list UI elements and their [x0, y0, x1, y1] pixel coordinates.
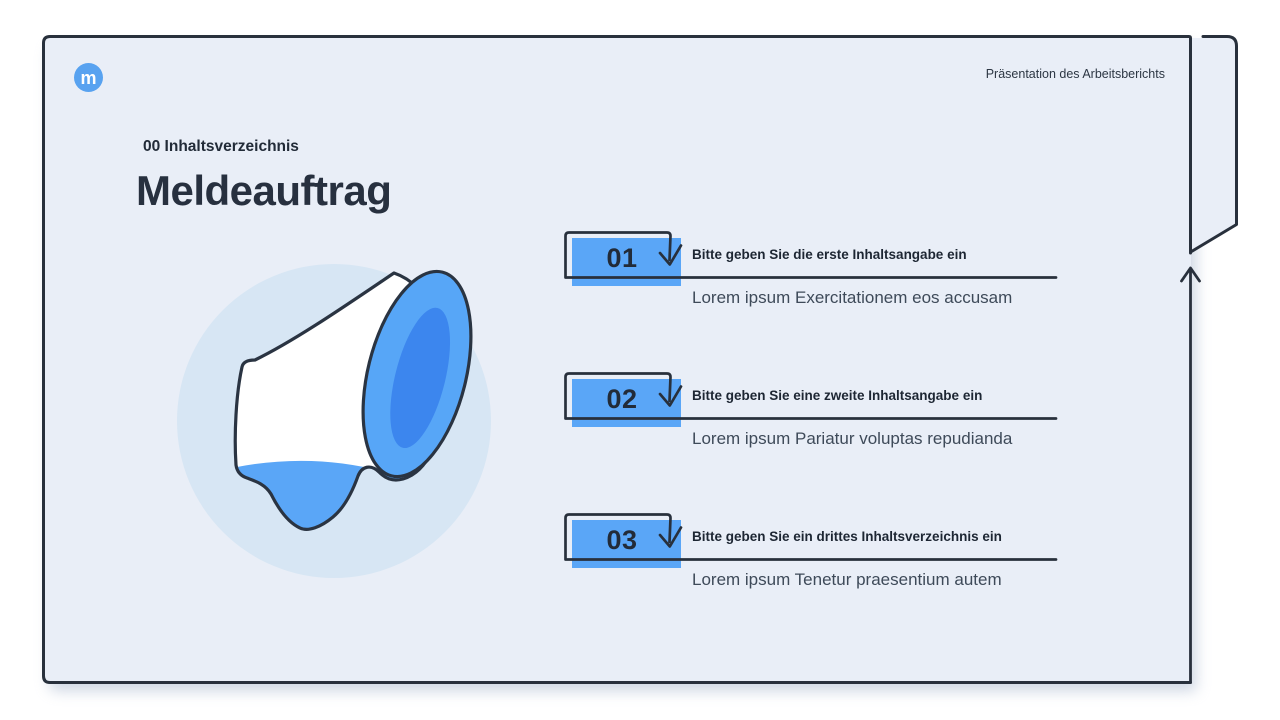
toc-item-3 [564, 513, 1064, 597]
item-number: 03 [606, 524, 638, 555]
item-number: 02 [606, 383, 638, 414]
item-description[interactable]: Lorem ipsum Pariatur voluptas repudianda [692, 429, 1013, 448]
toc-item-2 [564, 372, 1064, 456]
megaphone-illustration [44, 37, 564, 637]
item-description[interactable]: Lorem ipsum Exercitationem eos accusam [692, 288, 1013, 307]
logo-letter: m [80, 67, 97, 88]
slide [44, 37, 1191, 682]
item-description[interactable]: Lorem ipsum Tenetur praesentium autem [692, 570, 1002, 589]
bookmark-ribbon [1192, 38, 1236, 250]
toc-item-1 [564, 231, 1064, 315]
item-heading[interactable]: Bitte geben Sie eine zweite Inhaltsangabe ein [692, 387, 983, 403]
slide-title[interactable]: Meldeauftrag [136, 167, 392, 214]
bookmark-ribbon-outline [1192, 37, 1237, 252]
section-kicker: 00 Inhaltsverzeichnis [143, 138, 299, 155]
item-heading[interactable]: Bitte geben Sie die erste Inhaltsangabe ein [692, 246, 967, 262]
item-heading[interactable]: Bitte geben Sie ein drittes Inhaltsverzeichnis ein [692, 528, 1002, 544]
presentation-name: Präsentation des Arbeitsberichts [985, 67, 1165, 81]
item-number: 01 [606, 242, 638, 273]
